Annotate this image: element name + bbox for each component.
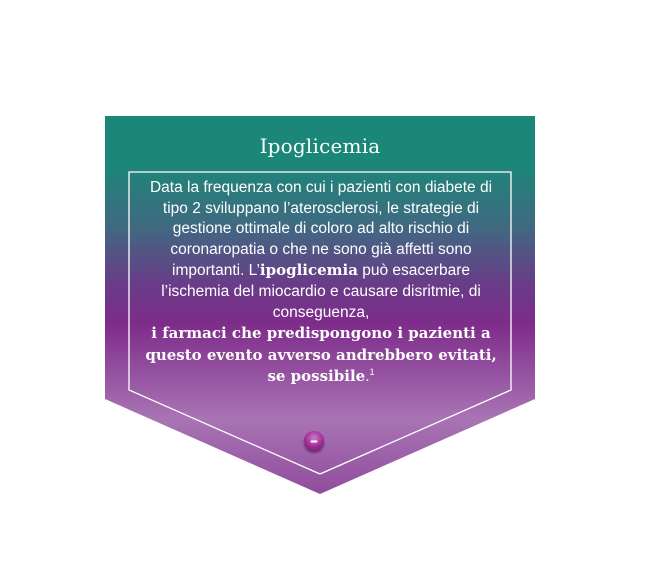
footnote-marker: 1	[369, 367, 375, 378]
final-period: .	[365, 368, 370, 386]
body-text-part2: può esacerbare l’ischemia del miocardio e causare disritmie, di conseguenza,	[161, 262, 481, 321]
emphasis-text-end: se possibile	[267, 367, 366, 386]
body-text-part1: Data la frequenza con cui i pazienti con diabete di tipo 2 sviluppano l’aterosclerosi, le strategie di gestione ottimale di coloro ad alto rischio di coronaropatia o che ne sono già affetti sono importanti. L’	[149, 179, 493, 280]
emphasis-text: i farmaci che predispongono i pazienti a questo evento avverso andrebbero evitati,	[145, 324, 497, 364]
minus-icon: –	[304, 431, 324, 451]
panel-body-text	[140, 178, 502, 388]
panel-title: Ipoglicemia	[259, 134, 381, 158]
highlight-term: ipoglicemia	[259, 261, 358, 280]
